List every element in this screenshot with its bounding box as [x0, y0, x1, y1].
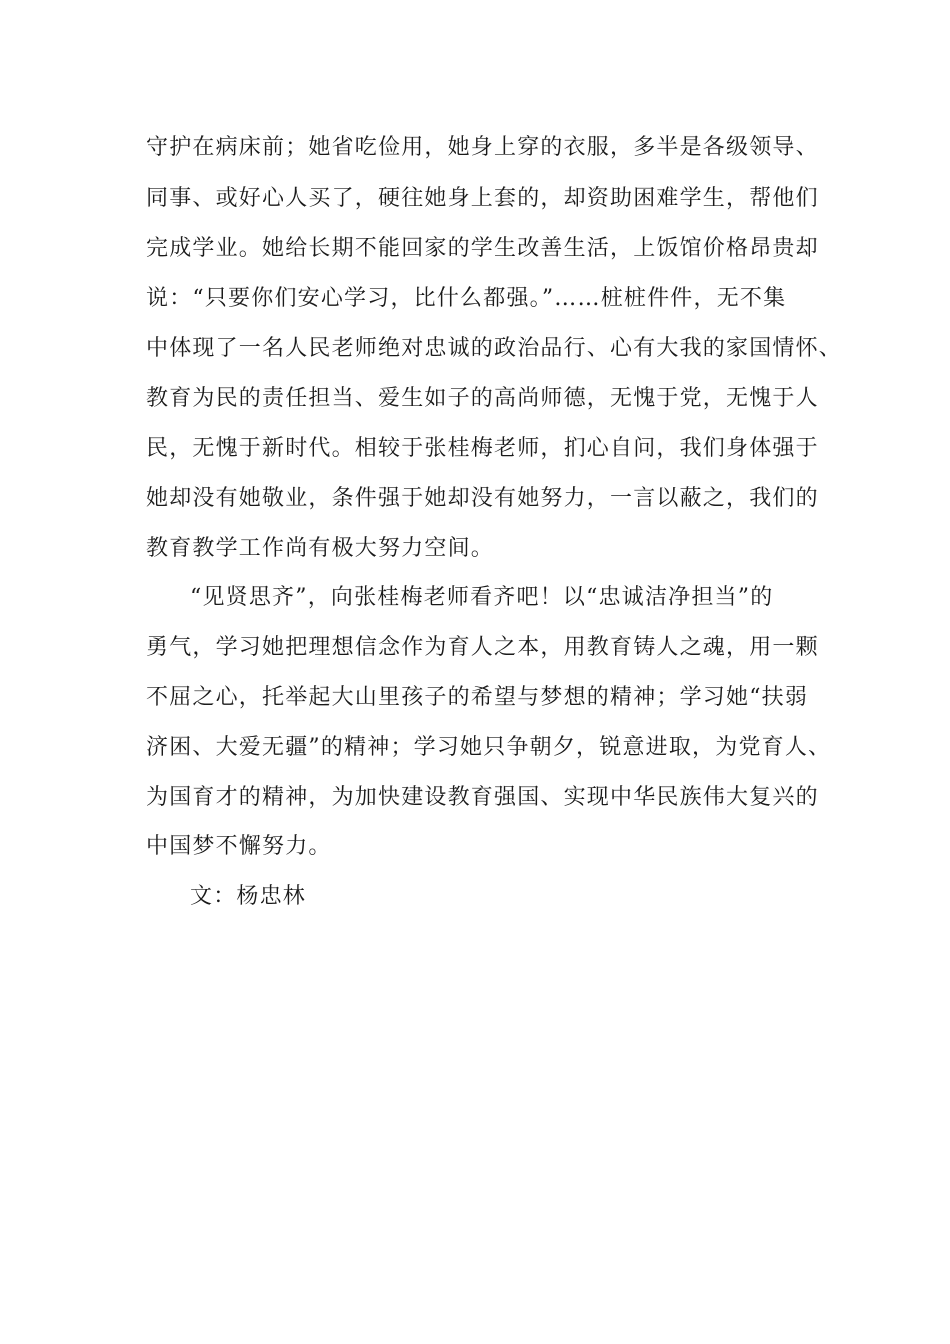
paragraph-1-line-6: 教育为民的责任担当、爱生如子的高尚师德，无愧于党，无愧于人	[146, 386, 819, 411]
paragraph-2-line-4: 济困、大爱无疆”的精神；学习她只争朝夕，锐意进取，为党育人、	[146, 735, 832, 760]
paragraph-1-line-7: 民，无愧于新时代。相较于张桂梅老师，扪心自问，我们身体强于	[146, 436, 819, 461]
paragraph-1-line-8: 她却没有她敬业，条件强于她却没有她努力，一言以蔽之，我们的	[146, 486, 819, 511]
paragraph-1-line-2: 同事、或好心人买了，硬往她身上套的，却资助困难学生，帮他们	[146, 186, 819, 211]
paragraph-1-line-9: 教育教学工作尚有极大努力空间。	[146, 536, 495, 561]
paragraph-2-line-6: 中国梦不懈努力。	[146, 834, 332, 859]
paragraph-2-line-3: 不屈之心，托举起大山里孩子的希望与梦想的精神；学习她“扶弱	[146, 685, 809, 710]
paragraph-1-line-5: 中体现了一名人民老师绝对忠诚的政治品行、心有大我的家国情怀、	[146, 336, 843, 361]
paragraph-1-line-3: 完成学业。她给长期不能回家的学生改善生活，上饭馆价格昂贵却	[146, 236, 819, 261]
paragraph-1-line-1: 守护在病床前；她省吃俭用，她身上穿的衣服，多半是各级领导、	[146, 135, 819, 160]
paragraph-2-line-2: 勇气，学习她把理想信念作为育人之本，用教育铸人之魂，用一颗	[146, 635, 819, 660]
paragraph-2-line-5: 为国育才的精神，为加快建设教育强国、实现中华民族伟大复兴的	[146, 785, 819, 810]
paragraph-1-line-4: 说：“只要你们安心学习，比什么都强。”……桩桩件件，无不集	[146, 286, 787, 311]
paragraph-2-line-1: “见贤思齐”，向张桂梅老师看齐吧！以“忠诚洁净担当”的	[190, 585, 774, 610]
author-line: 文：杨忠林	[190, 884, 307, 909]
